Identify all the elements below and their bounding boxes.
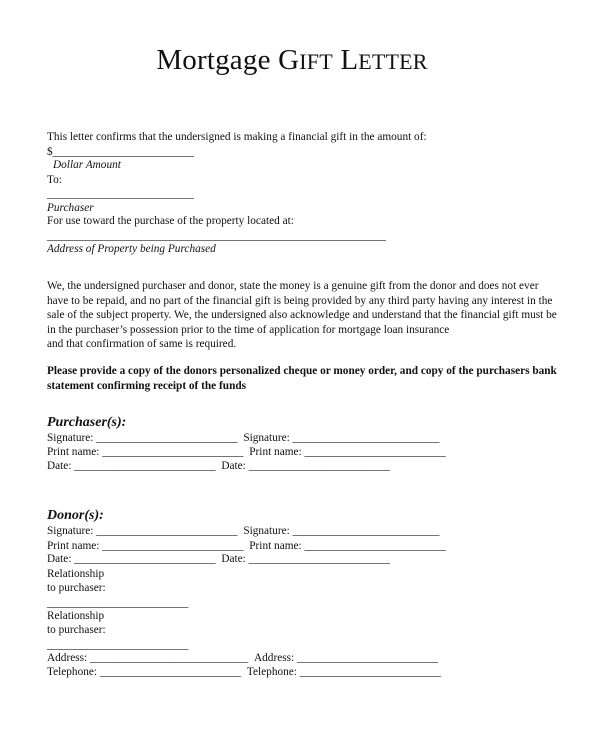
donor-date-row	[47, 552, 390, 566]
relationship-label-1a: Relationship	[47, 568, 105, 580]
donor-name-field-2[interactable]: Print name: _________________________	[249, 540, 446, 552]
statement-line: have to be repaid, and no part of the financial gift is being provided by any third party having any interest in the	[47, 294, 553, 307]
intro-line: This letter confirms that the undersigned is making a financial gift in the amount of:	[47, 131, 427, 143]
instructions-line: Please provide a copy of the donors personalized cheque or money order, and copy of the purchasers bank	[47, 365, 557, 377]
relationship-label-2b: to purchaser:	[47, 624, 106, 636]
donor-date-field-2[interactable]: Date: _________________________	[221, 553, 390, 565]
donor-signature-field-1[interactable]: Signature: _________________________	[47, 525, 238, 537]
donor-telephone-row	[47, 665, 441, 679]
donor-telephone-field-2[interactable]: Telephone: _________________________	[246, 666, 441, 678]
to-label: To:	[47, 174, 62, 186]
donors-heading: Donor(s):	[47, 508, 104, 523]
amount-caption: Dollar Amount	[53, 159, 121, 171]
amount-field[interactable]: $_________________________	[47, 146, 194, 158]
purchaser-name-field-1[interactable]: Print name: _________________________	[47, 446, 244, 458]
relationship-label-2a: Relationship	[47, 610, 105, 622]
donor-signature-row	[47, 524, 439, 538]
purchaser-date-field-1[interactable]: Date: _________________________	[47, 460, 216, 472]
relationship-field-1[interactable]: _________________________	[47, 597, 189, 609]
purchaser-signature-field-1[interactable]: Signature: _________________________	[47, 432, 238, 444]
donor-signature-field-2[interactable]: Signature: __________________________	[243, 525, 440, 537]
address-field[interactable]: ____________________________________________________________	[47, 230, 386, 242]
title-l: L	[340, 44, 359, 76]
property-intro: For use toward the purchase of the property located at:	[47, 215, 294, 227]
statement-line: in the purchaser’s possession prior to the time of application for mortgage loan insurance	[47, 323, 450, 336]
statement-line: sale of the subject property. We, the undersigned also acknowledge and understand that the financial gift must be	[47, 309, 557, 322]
purchaser-signature-field-2[interactable]: Signature: __________________________	[243, 432, 440, 444]
donor-name-field-1[interactable]: Print name: _________________________	[47, 540, 244, 552]
address-caption: Address of Property being Purchased	[47, 243, 216, 255]
title-etter: ETTER	[358, 49, 428, 74]
title-ift: IFT	[299, 49, 333, 74]
purchaser-name-row	[47, 445, 446, 459]
purchaser-date-row	[47, 459, 390, 473]
donor-address-field-1[interactable]: Address: ____________________________	[47, 652, 249, 664]
donor-name-row	[47, 539, 446, 553]
instructions-line: statement confirming receipt of the funds	[47, 379, 247, 392]
statement-paragraph	[47, 279, 567, 352]
donor-date-field-1[interactable]: Date: _________________________	[47, 553, 216, 565]
donor-address-field-2[interactable]: Address: _________________________	[253, 652, 439, 664]
purchaser-field[interactable]: __________________________	[47, 188, 194, 200]
donor-address-row	[47, 651, 438, 665]
page-title	[0, 44, 584, 77]
title-g: G	[278, 44, 300, 76]
relationship-label-1b: to purchaser:	[47, 582, 106, 594]
statement-line: and that confirmation of same is required.	[47, 338, 237, 351]
purchaser-signature-row	[47, 431, 439, 445]
purchaser-name-field-2[interactable]: Print name: _________________________	[249, 446, 446, 458]
donor-telephone-field-1[interactable]: Telephone: _________________________	[47, 666, 242, 678]
purchaser-date-field-2[interactable]: Date: _________________________	[221, 460, 390, 472]
instructions-paragraph	[47, 364, 587, 393]
title-main: Mortgage	[156, 44, 271, 76]
relationship-field-2[interactable]: _________________________	[47, 639, 189, 651]
statement-line: We, the undersigned purchaser and donor, state the money is a genuine gift from the donor and does not ever	[47, 280, 539, 292]
purchaser-caption: Purchaser	[47, 202, 94, 214]
purchasers-heading: Purchaser(s):	[47, 415, 127, 430]
